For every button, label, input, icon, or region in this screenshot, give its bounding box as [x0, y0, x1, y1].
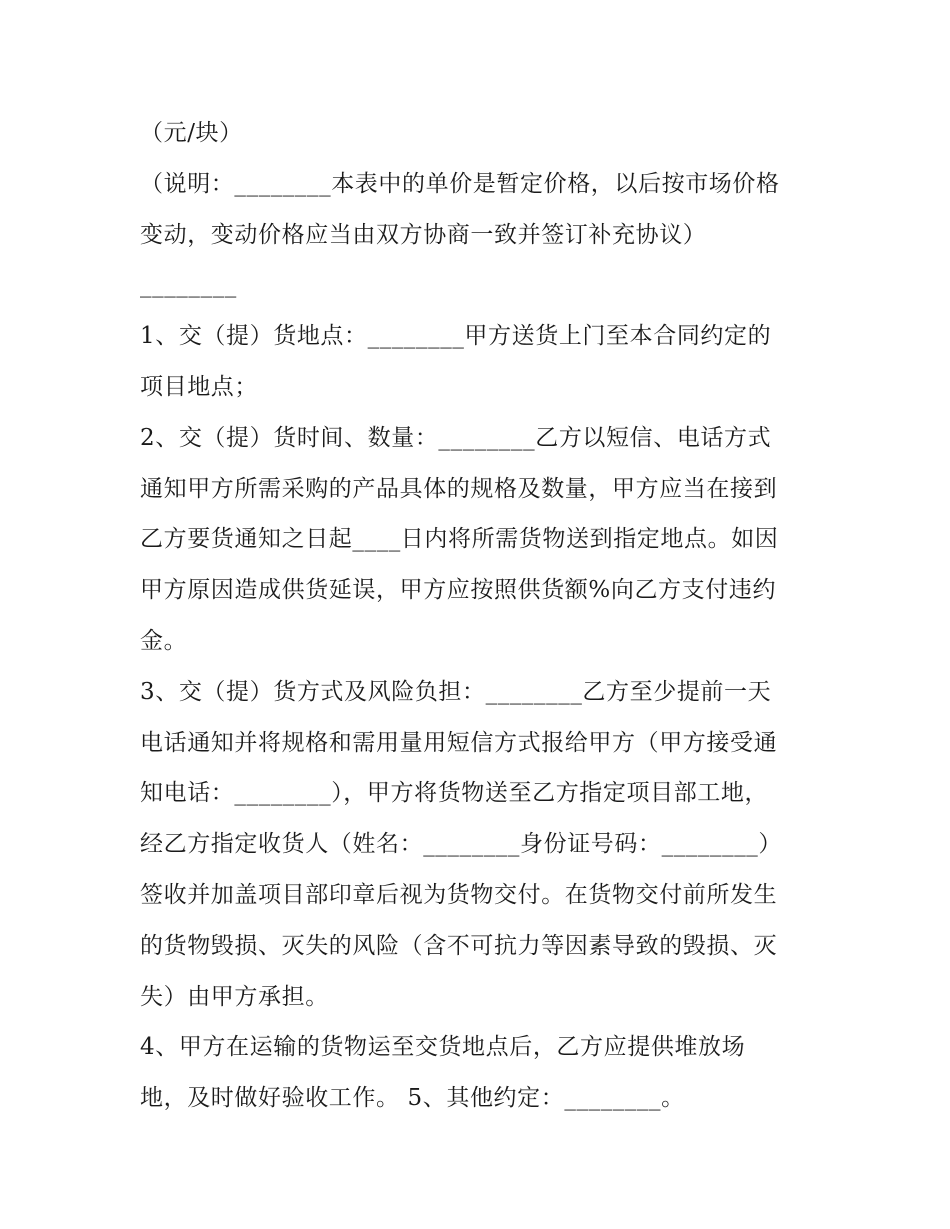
- text-line-note-cont: 变动，变动价格应当由双方协商一致并签订补充协议）: [140, 221, 707, 248]
- text-line-clause-1: 1、交（提）货地点：________甲方送货上门至本合同约定的: [140, 323, 772, 350]
- text-line-clause-3-cont: 签收并加盖项目部印章后视为货物交付。在货物交付前所发生: [140, 881, 778, 908]
- text-line-clause-2-cont: 甲方原因造成供货延误，甲方应按照供货额%向乙方支付违约: [140, 577, 777, 604]
- text-line-clause-3: 3、交（提）货方式及风险负担：________乙方至少提前一天: [140, 678, 772, 705]
- text-line-clause-4: 4、甲方在运输的货物运至交货地点后，乙方应提供堆放场: [140, 1034, 746, 1061]
- text-line-clause-2: 2、交（提）货时间、数量：________乙方以短信、电话方式: [140, 424, 772, 451]
- text-line-clause-1-cont: 项目地点；: [140, 373, 258, 400]
- text-line-clause-3-cont: 知电话：________），甲方将货物送至乙方指定项目部工地，: [140, 780, 769, 807]
- text-line-clause-3-cont: 失）由甲方承担。: [140, 983, 329, 1010]
- text-line-clause-3-cont: 经乙方指定收货人（姓名：________身份证号码：________）: [140, 831, 782, 858]
- text-line-unit: （元/块）: [140, 120, 243, 146]
- text-line-clause-2-cont: 乙方要货通知之日起____日内将所需货物送到指定地点。如因: [140, 526, 779, 553]
- text-line-blank: ________: [140, 272, 237, 299]
- text-line-clause-3-cont: 电话通知并将规格和需用量用短信方式报给甲方（甲方接受通: [140, 729, 778, 756]
- text-line-clause-3-cont: 的货物毁损、灭失的风险（含不可抗力等因素导致的毁损、灭: [140, 932, 778, 959]
- text-line-clause-2-cont: 通知甲方所需采购的产品具体的规格及数量，甲方应当在接到: [140, 475, 778, 502]
- text-line-clause-4-5: 地，及时做好验收工作。 5、其他约定：________。: [140, 1085, 685, 1112]
- document-body: [140, 108, 820, 1124]
- text-line-clause-2-cont: 金。: [140, 627, 188, 654]
- text-line-note: （说明：________本表中的单价是暂定价格，以后按市场价格: [140, 170, 780, 197]
